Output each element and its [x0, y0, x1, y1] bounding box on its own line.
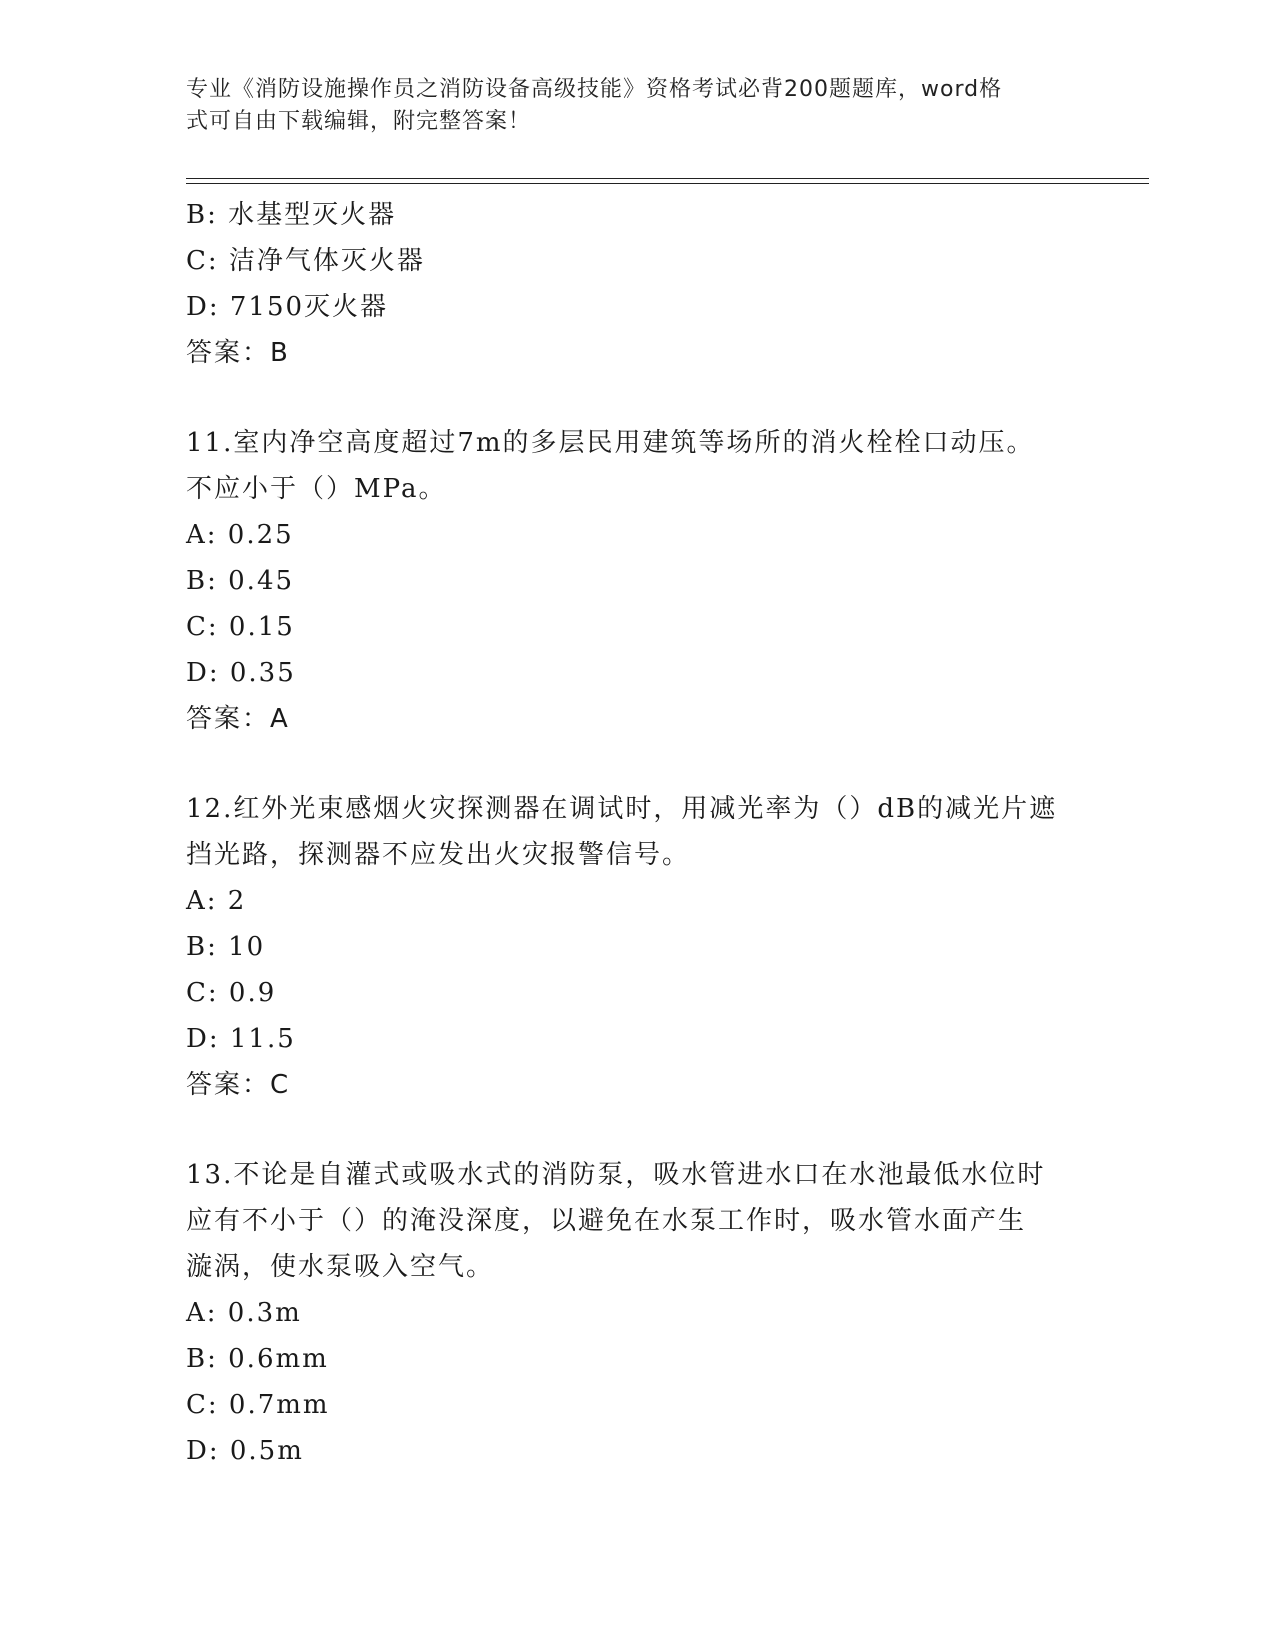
question-12 [186, 786, 1086, 1108]
option-a: A: 2 [186, 886, 247, 916]
option-b: B: 10 [186, 932, 266, 962]
question-text-line: 13.不论是自灌式或吸水式的消防泵，吸水管进水口在水池最低水位时 [186, 1160, 1046, 1190]
option-b: B: 水基型灭火器 [186, 200, 397, 230]
answer-line: 答案：A [186, 704, 290, 734]
option-d: D: 11.5 [186, 1024, 296, 1054]
header-divider [186, 178, 1149, 184]
question-text-line: 11.室内净空高度超过7m的多层民用建筑等场所的消火栓栓口动压。 [186, 428, 1035, 458]
header-line-2: 式可自由下载编辑，附完整答案！ [186, 109, 532, 134]
option-b: B: 0.6mm [186, 1344, 329, 1374]
question-text-line: 12.红外光束感烟火灾探测器在调试时，用减光率为（）dB的减光片遮 [186, 794, 1058, 824]
question-text-line: 应有不小于（）的淹没深度，以避免在水泵工作时，吸水管水面产生 [186, 1206, 1027, 1236]
prev-question [186, 192, 1086, 376]
question-text-line: 不应小于（）MPa。 [186, 474, 447, 504]
answer-line: 答案：B [186, 338, 290, 368]
option-d: D: 0.35 [186, 658, 296, 688]
option-b: B: 0.45 [186, 566, 295, 596]
question-11 [186, 420, 1086, 742]
option-c: C: 洁净气体灭火器 [186, 246, 425, 276]
option-c: C: 0.15 [186, 612, 295, 642]
question-13 [186, 1152, 1086, 1474]
option-c: C: 0.9 [186, 978, 277, 1008]
option-d: D: 0.5m [186, 1436, 304, 1466]
option-c: C: 0.7mm [186, 1390, 330, 1420]
question-text-line: 漩涡，使水泵吸入空气。 [186, 1252, 495, 1282]
header-line-1: 专业《消防设施操作员之消防设备高级技能》资格考试必背200题题库，word格 [186, 77, 1003, 102]
answer-line: 答案：C [186, 1070, 291, 1100]
option-a: A: 0.25 [186, 520, 294, 550]
option-a: A: 0.3m [186, 1298, 302, 1328]
page-header [186, 74, 1066, 138]
option-d: D: 7150灭火器 [186, 292, 389, 322]
question-text-line: 挡光路，探测器不应发出火灾报警信号。 [186, 840, 691, 870]
question-content [186, 192, 1086, 1474]
